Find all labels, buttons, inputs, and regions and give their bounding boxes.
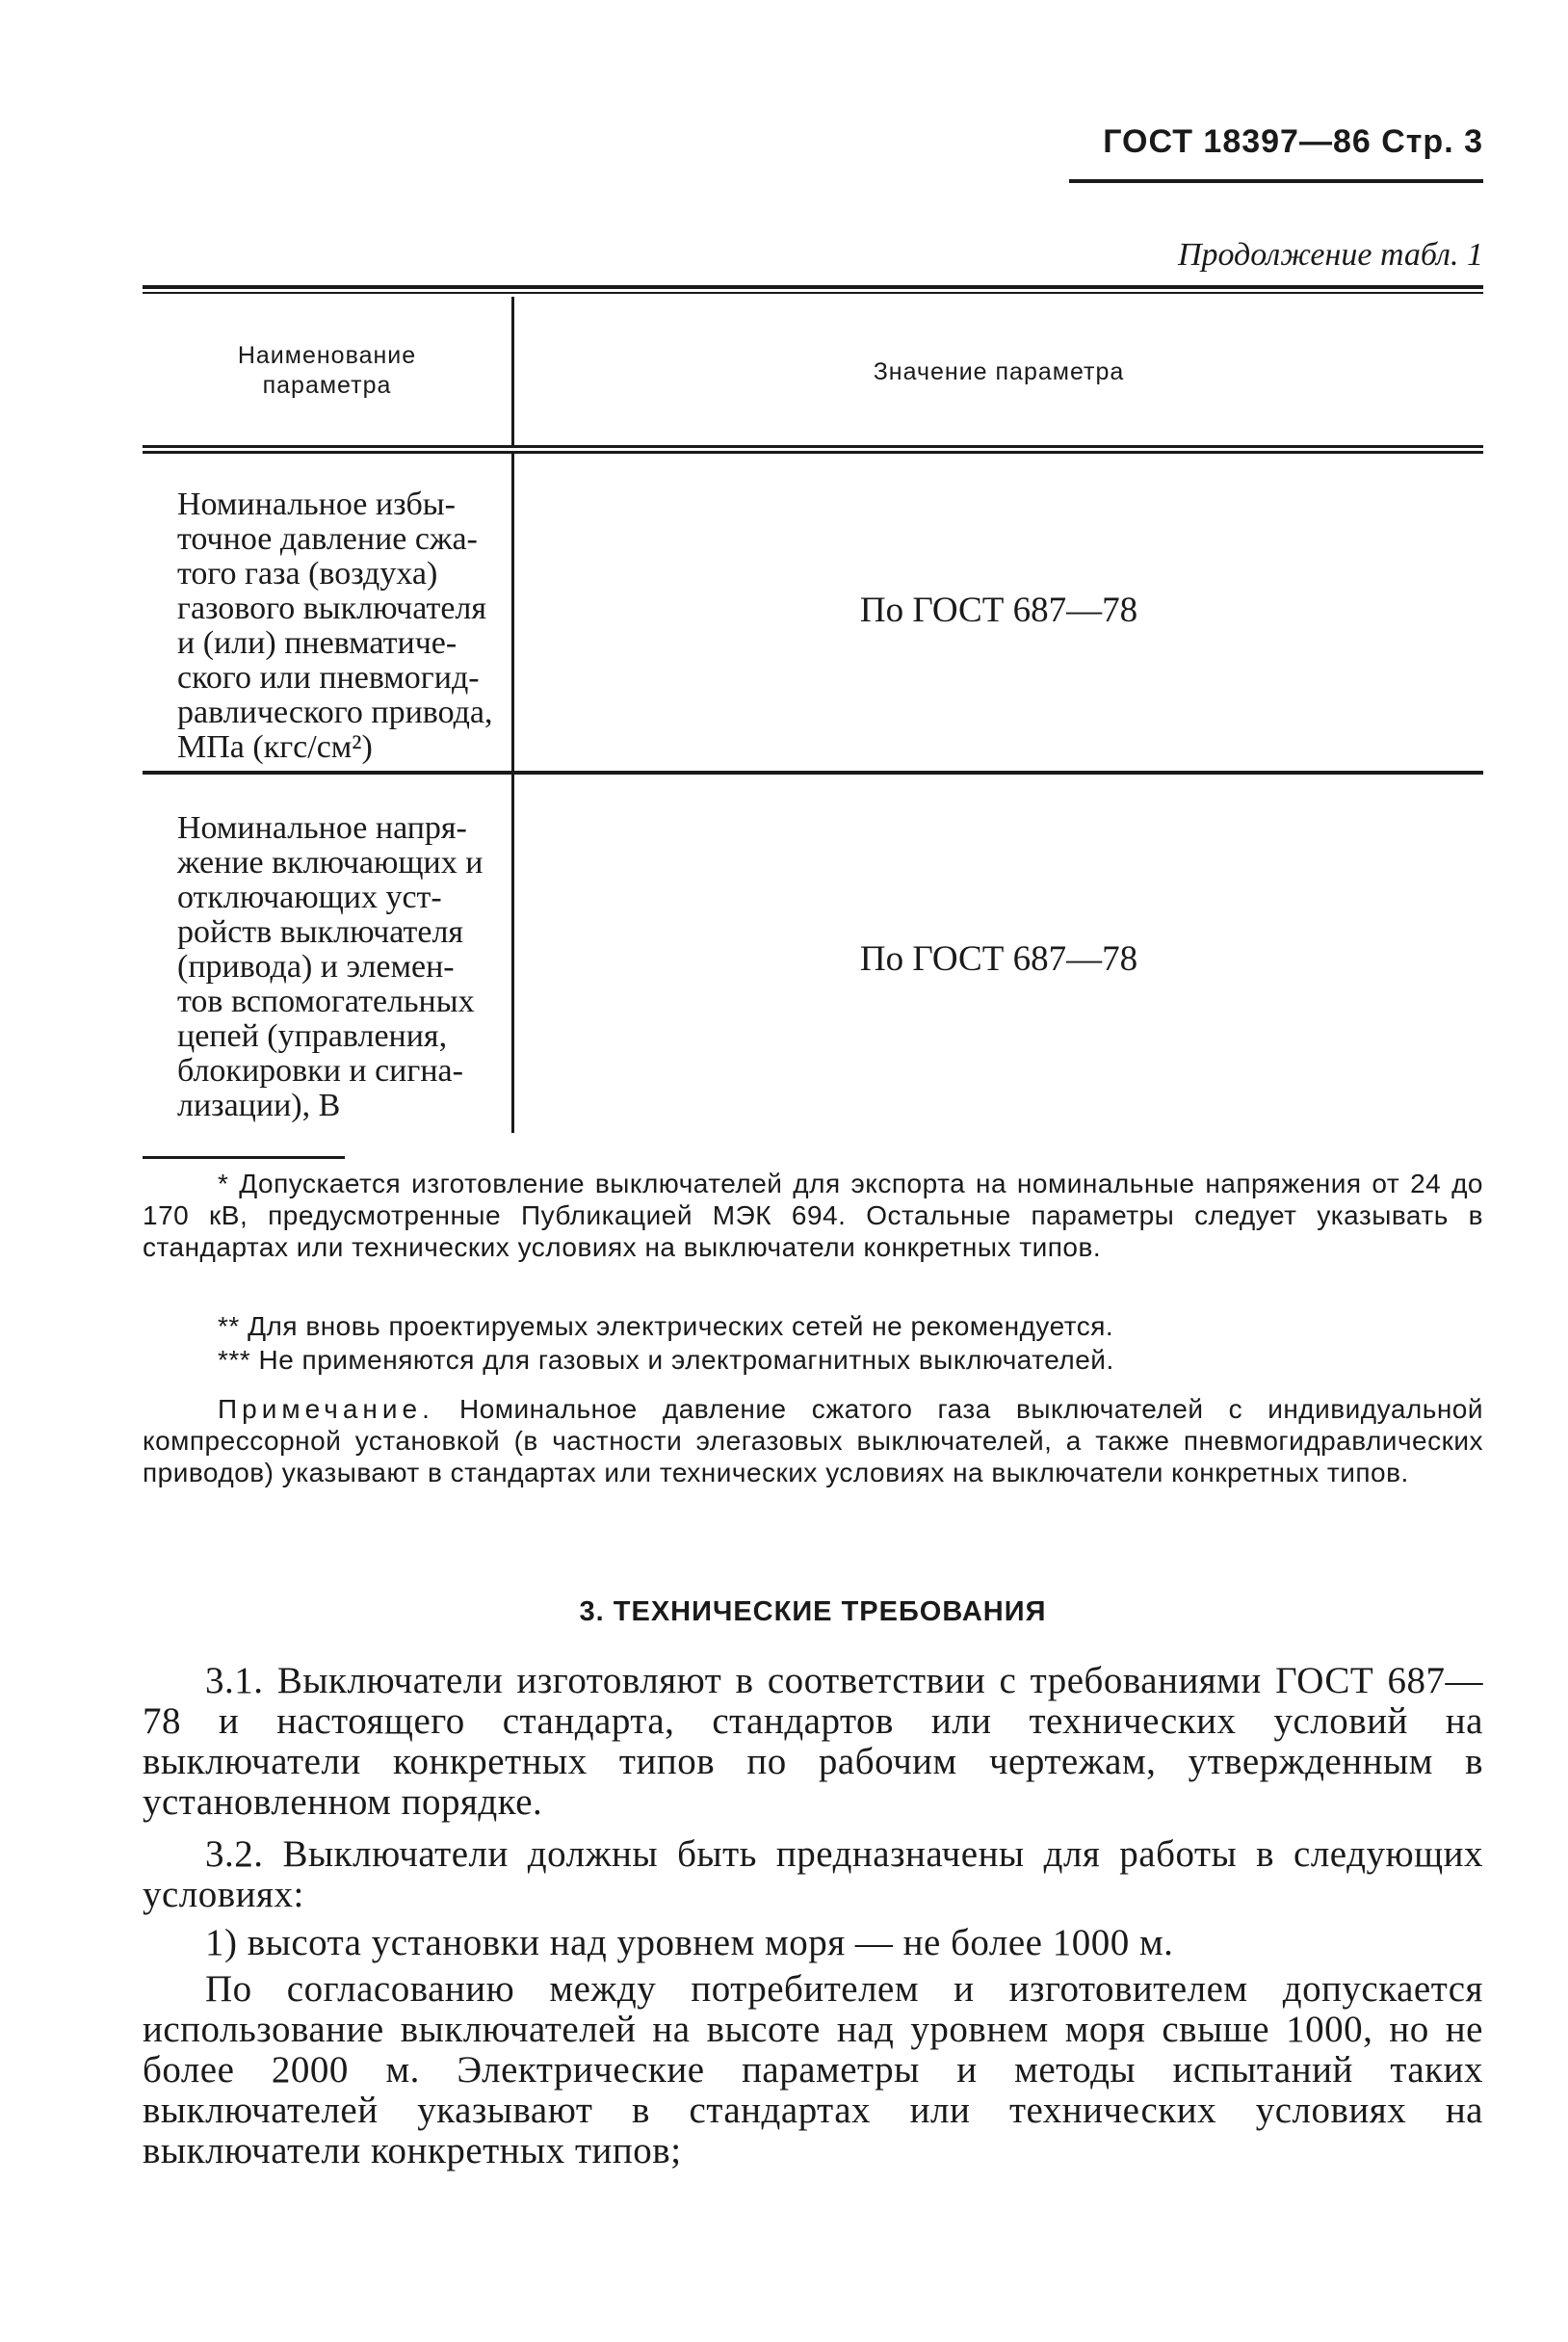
footnote-1 [143,1168,1483,1263]
table-continuation-label: Продолжение табл. 1 [1177,237,1483,273]
paragraph-3-1 [143,1661,1483,1823]
paragraph-altitude [143,1969,1483,2171]
table-top-rule [143,285,1483,289]
footnote-3 [143,1344,1483,1376]
paragraph-altitude-text: По согласованию между потребителем и изготовителем допускается использование выключателей на высоте над уровнем моря свыше 1000, но не более 2000 м. Электрические параметры и методы испытаний таких выключателей указывают в стандартах или технических условиях на выключатели конкретных типов; [143,1968,1483,2171]
table-note [143,1393,1483,1488]
footnote-1-text: * Допускается изготовление выключателей для экспорта на номинальные напряжения от 24 до 170 кВ, предусмотренные Публикацией МЭК 694. Остальные параметры следует указывать в стандартах или технических условиях на выключатели конкретных типов. [143,1169,1483,1262]
table-top-rule-thin [143,292,1483,294]
header-separator-2 [143,451,1483,454]
parameters-table [143,285,1483,1123]
page-header: ГОСТ 18397—86 Стр. 3 [1103,123,1483,160]
paragraph-3-2-text: 3.2. Выключатели должны быть предназначены для работы в следующих условиях: [143,1833,1483,1915]
footnote-rule [143,1156,345,1159]
list-item-1-text: 1) высота установки над уровнем моря — не более 1000 м. [205,1922,1174,1963]
column-header-name: Наименование параметра [237,342,417,399]
row-separator [143,771,1483,775]
paragraph-3-2 [143,1834,1483,1915]
header-separator [143,445,1483,448]
header-rule [1069,179,1483,183]
row-2-parameter-value: По ГОСТ 687—78 [859,939,1138,979]
section-title: 3. ТЕХНИЧЕСКИЕ ТРЕБОВАНИЯ [579,1596,1047,1627]
note-label: Примечание. [218,1394,434,1424]
footnote-3-text: *** Не применяются для газовых и электромагнитных выключателей. [218,1345,1114,1375]
paragraph-3-1-text: 3.1. Выключатели изготовляют в соответствии с требованиями ГОСТ 687—78 и настоящего стандарта, стандартов или технических условий на выключатели конкретных типов по рабочим чертежам, утвержденным в установленном порядке. [143,1660,1483,1823]
list-item-1 [143,1923,1483,1963]
row-1-parameter-name: Номинальное избы- точное давление сжа- того газа (воздуха) газового выключателя и (или) пневматиче- ского или пневмогид- равлического привода, МПа (кгс/см²) [177,487,493,765]
note-text: Номинальное давление сжатого газа выключателей с индивидуальной компрессорной установкой (в частности элегазовых выключателей, а также пневмогидравлических приводов) указывают в стандартах или технических условиях на выключатели конкретных типов. [143,1394,1483,1487]
column-header-value: Значение параметра [873,358,1125,385]
footnote-2-text: ** Для вновь проектируемых электрических сетей не рекомендуется. [218,1311,1114,1341]
footnote-2 [143,1310,1483,1342]
row-2-parameter-name: Номинальное напря- жение включающих и отключающих уст- ройств выключателя (привода) и элемен- тов вспомогательных цепей (управления, блокировки и сигна- лизации), В [177,810,483,1123]
row-1-parameter-value: По ГОСТ 687—78 [859,591,1138,630]
